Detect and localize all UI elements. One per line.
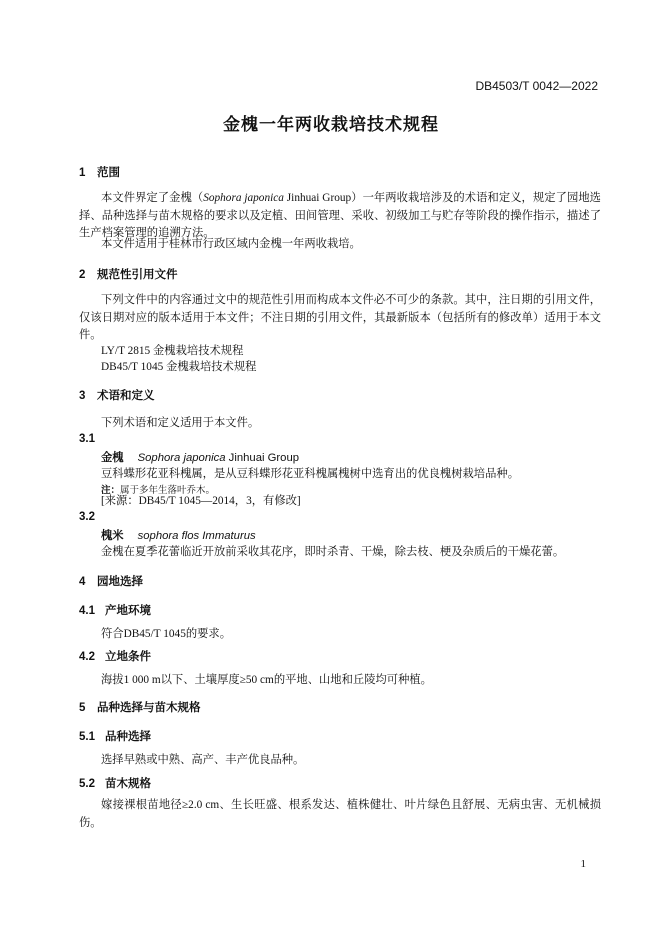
section-4-heading bbox=[79, 573, 143, 589]
standard-number: DB4503/T 0042—2022 bbox=[475, 79, 598, 93]
term-number: 3.2 bbox=[79, 511, 95, 523]
section-number: 5 bbox=[79, 702, 86, 714]
subsection-number: 5.2 bbox=[79, 778, 95, 790]
section-number: 2 bbox=[79, 269, 86, 281]
section-1-heading bbox=[79, 164, 120, 180]
section-1-paragraph-1: 本文件界定了金槐（Sophora japonica Jinhuai Group）一年两收栽培涉及的术语和定义，规定了园地选择、品种选择与苗木规格的要求以及定植、田间管理、采收、初级加工与贮存等阶段的操作指示，描述了生产档案管理的追溯方法。 bbox=[79, 192, 601, 239]
term-chinese: 槐米 bbox=[101, 530, 124, 542]
section-number: 3 bbox=[79, 390, 86, 402]
latin-name: Sophora japonica bbox=[203, 192, 284, 204]
subsection-title: 苗木规格 bbox=[105, 778, 151, 790]
subsection-title: 立地条件 bbox=[105, 651, 151, 663]
section-title: 品种选择与苗木规格 bbox=[97, 702, 201, 714]
term-definition: 豆科蝶形花亚科槐属，是从豆科蝶形花亚科槐属槐树中选育出的优良槐树栽培品种。 bbox=[101, 468, 519, 480]
section-3-heading bbox=[79, 387, 155, 403]
subsection-5-1-text: 选择早熟或中熟、高产、丰产优良品种。 bbox=[101, 754, 305, 766]
term-source: [来源：DB45/T 1045—2014，3，有修改] bbox=[101, 495, 301, 507]
term-latin: Sophora japonica bbox=[137, 452, 226, 464]
normative-reference-1: LY/T 2815 金槐栽培技术规程 bbox=[101, 345, 244, 357]
document-title: 金槐一年两收栽培技术规程 bbox=[223, 115, 439, 134]
page-number: 1 bbox=[580, 858, 586, 870]
term-entry bbox=[101, 527, 256, 543]
section-number: 4 bbox=[79, 576, 86, 588]
subsection-number: 4.2 bbox=[79, 651, 95, 663]
subsection-5-2-text: 嫁接裸根苗地径≥2.0 cm、生长旺盛、根系发达、植株健壮、叶片绿色且舒展、无病虫害、无机械损伤。 bbox=[79, 799, 601, 829]
term-english: Jinhuai Group bbox=[225, 452, 300, 464]
term-chinese: 金槐 bbox=[101, 452, 124, 464]
terms-intro: 下列术语和定义适用于本文件。 bbox=[101, 417, 260, 429]
subsection-5-1-heading bbox=[79, 728, 151, 744]
section-number: 1 bbox=[79, 167, 86, 179]
term-number: 3.1 bbox=[79, 433, 95, 445]
subsection-4-1-heading bbox=[79, 602, 151, 618]
subsection-title: 产地环境 bbox=[105, 605, 151, 617]
section-5-heading bbox=[79, 699, 201, 715]
section-2-heading bbox=[79, 266, 178, 282]
subsection-title: 品种选择 bbox=[105, 731, 151, 743]
section-title: 规范性引用文件 bbox=[97, 269, 178, 281]
subsection-5-2-heading bbox=[79, 775, 151, 791]
subsection-4-2-heading bbox=[79, 648, 151, 664]
term-definition: 金槐在夏季花蕾临近开放前采收其花序，即时杀青、干燥，除去枝、梗及杂质后的干燥花蕾。 bbox=[101, 546, 565, 558]
section-title: 范围 bbox=[97, 167, 120, 179]
section-title: 园地选择 bbox=[97, 576, 143, 588]
section-title: 术语和定义 bbox=[97, 390, 155, 402]
normative-reference-2: DB45/T 1045 金槐栽培技术规程 bbox=[101, 361, 257, 373]
subsection-number: 4.1 bbox=[79, 605, 95, 617]
section-2-paragraph: 下列文件中的内容通过文中的规范性引用而构成本文件必不可少的条款。其中，注日期的引用文件，仅该日期对应的版本适用于本文件；不注日期的引用文件，其最新版本（包括所有的修改单）适用于本文件。 bbox=[79, 294, 601, 341]
term-entry bbox=[101, 449, 299, 465]
term-latin: sophora flos Immaturus bbox=[137, 530, 256, 542]
subsection-4-2-text: 海拔1 000 m以下、土壤厚度≥50 cm的平地、山地和丘陵均可种植。 bbox=[101, 674, 432, 686]
section-1-paragraph-2: 本文件适用于桂林市行政区域内金槐一年两收栽培。 bbox=[101, 238, 361, 250]
subsection-number: 5.1 bbox=[79, 731, 95, 743]
term-note: 注：属于多年生落叶乔木。 bbox=[101, 486, 216, 496]
note-label: 注： bbox=[101, 486, 121, 496]
subsection-4-1-text: 符合DB45/T 1045的要求。 bbox=[101, 628, 232, 640]
